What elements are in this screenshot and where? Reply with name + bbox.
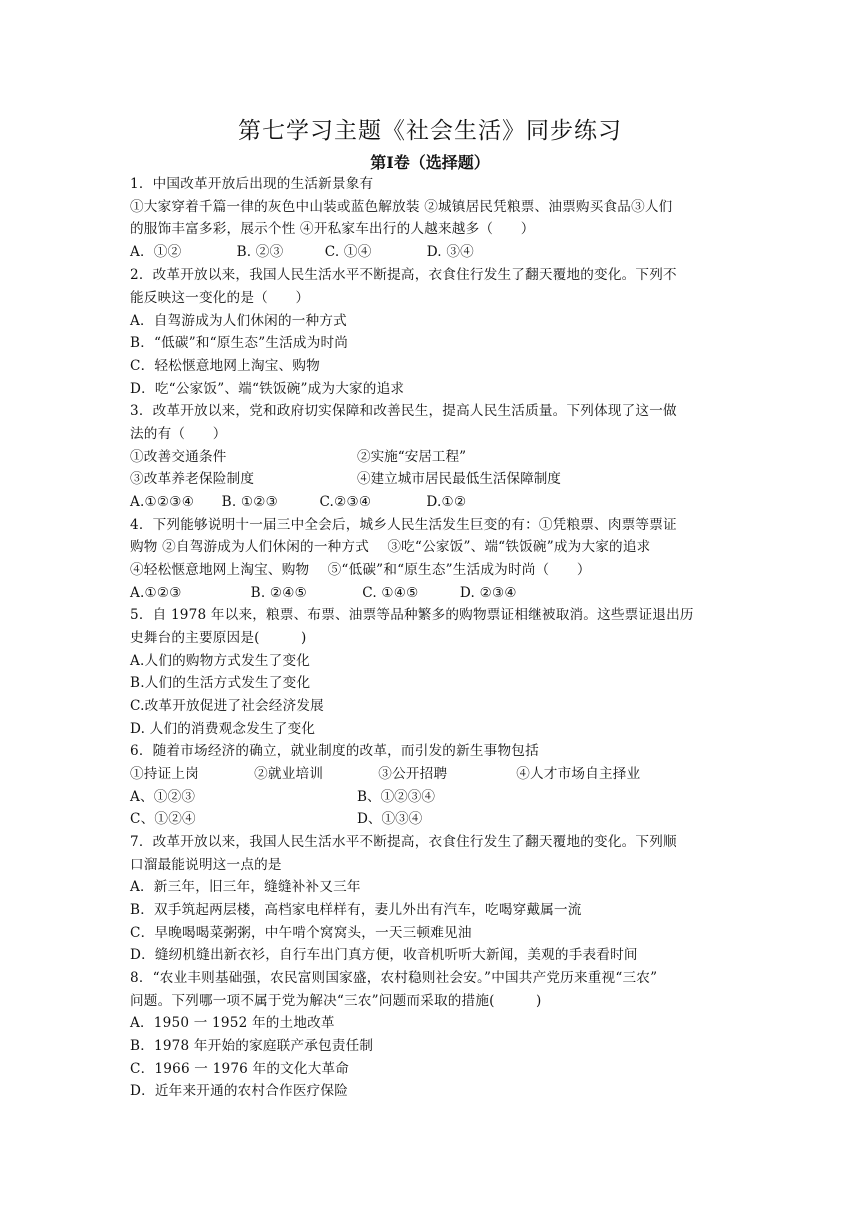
question-8-stem: 8．“农业丰则基础强，农民富则国家盛，农村稳则社会安。”中国共产党历来重视“三农” <box>130 970 658 986</box>
question-5-text: 史舞台的主要原因是( ) <box>130 630 307 646</box>
question-1-text: ①大家穿着千篇一律的灰色中山装或蓝色解放装 ②城镇居民凭粮票、油票购买食品③人们 <box>130 199 673 215</box>
question-6-option-b: B、①②③④ <box>357 789 435 805</box>
question-5-option-c: C.改革开放促进了社会经济发展 <box>130 698 324 714</box>
question-4-options: A.①②③ B. ②④⑤ C. ①④⑤ D. ②③④ <box>130 585 517 601</box>
question-2-option-a: A．自驾游成为人们休闲的一种方式 <box>130 313 347 329</box>
question-6-stem: 6．随着市场经济的确立，就业制度的改革，而引发的新生事物包括 <box>130 743 539 759</box>
question-6-items: ①持证上岗 ②就业培训 ③公开招聘 ④人才市场自主择业 <box>130 766 641 782</box>
question-8-option-d: D．近年来开通的农村合作医疗保险 <box>130 1083 349 1099</box>
question-5-option-b: B.人们的生活方式发生了变化 <box>130 675 311 691</box>
question-2-text: 能反映这一变化的是（ ） <box>130 290 310 306</box>
question-1-text: 的服饰丰富多彩，展示个性 ④开私家车出行的人越来越多（ ） <box>130 221 535 237</box>
question-7-option-a: A．新三年，旧三年，缝缝补补又三年 <box>130 879 361 895</box>
question-2-option-c: C．轻松惬意地网上淘宝、购物 <box>130 358 320 374</box>
question-7-option-b: B．双手筑起两层楼，高档家电样样有，妻儿外出有汽车，吃喝穿戴属一流 <box>130 902 582 918</box>
question-3-options: A.①②③④ B. ①②③ C.②③④ D.①② <box>130 494 467 510</box>
question-7-text: 口溜最能说明这一点的是 <box>130 857 282 873</box>
question-2-option-b: B．“低碳”和“原生态”生活成为时尚 <box>130 335 349 351</box>
question-4-text: 购物 ②自驾游成为人们休闲的一种方式 ③吃“公家饭”、端“铁饭碗”成为大家的追求 <box>130 539 651 555</box>
question-5-option-d: D. 人们的消费观念发生了变化 <box>130 721 316 737</box>
question-8-option-c: C．1966 一 1976 年的文化大革命 <box>130 1061 350 1077</box>
question-7-stem: 7．改革开放以来，我国人民生活水平不断提高，衣食住行发生了翻天覆地的变化。下列顺 <box>130 834 677 850</box>
question-7-option-c: C．早晚喝喝菜粥粥，中午啃个窝窝头，一天三顿难见油 <box>130 925 472 941</box>
question-3-item: ①改善交通条件 <box>130 449 227 465</box>
question-3-item: ②实施“安居工程” <box>357 449 467 465</box>
question-1-options: A．①② B. ②③ C. ①④ D. ③④ <box>130 244 474 260</box>
question-2-stem: 2．改革开放以来，我国人民生活水平不断提高，衣食住行发生了翻天覆地的变化。下列不 <box>130 267 677 283</box>
question-6-option-d: D、①③④ <box>357 811 423 827</box>
question-2-option-d: D．吃“公家饭”、端“铁饭碗”成为大家的追求 <box>130 381 405 397</box>
question-6-option-a: A、①②③ <box>130 789 196 805</box>
question-3-item: ③改革养老保险制度 <box>130 471 255 487</box>
question-7-option-d: D．缝纫机缝出新衣衫，自行车出门真方便，收音机听听大新闻，美观的手表看时间 <box>130 947 638 963</box>
page-title: 第七学习主题《社会生活》同步练习 <box>238 118 622 144</box>
question-3-item: ④建立城市居民最低生活保障制度 <box>357 471 561 487</box>
question-4-text: ④轻松惬意地网上淘宝、购物 ⑤“低碳”和“原生态”生活成为时尚（ ） <box>130 562 591 578</box>
question-5-stem: 5．自 1978 年以来，粮票、布票、油票等品种繁多的购物票证相继被取消。这些票证退出历 <box>130 607 694 623</box>
question-8-option-b: B．1978 年开始的家庭联产承包责任制 <box>130 1038 374 1054</box>
question-4-stem: 4．下列能够说明十一届三中全会后，城乡人民生活发生巨变的有：①凭粮票、肉票等票证 <box>130 517 677 533</box>
section-heading: 第Ⅰ卷（选择题） <box>370 153 490 172</box>
question-8-text: 问题。下列哪一项不属于党为解决“三农”问题而采取的措施( ) <box>130 993 542 1009</box>
question-1-stem: 1．中国改革开放后出现的生活新景象有 <box>130 176 374 192</box>
question-5-option-a: A.人们的购物方式发生了变化 <box>130 653 311 669</box>
question-3-text: 法的有（ ） <box>130 426 227 442</box>
question-6-option-c: C、①②④ <box>130 811 196 827</box>
question-3-stem: 3．改革开放以来，党和政府切实保障和改善民生，提高人民生活质量。下列体现了这一做 <box>130 403 677 419</box>
question-8-option-a: A．1950 一 1952 年的土地改革 <box>130 1015 335 1031</box>
